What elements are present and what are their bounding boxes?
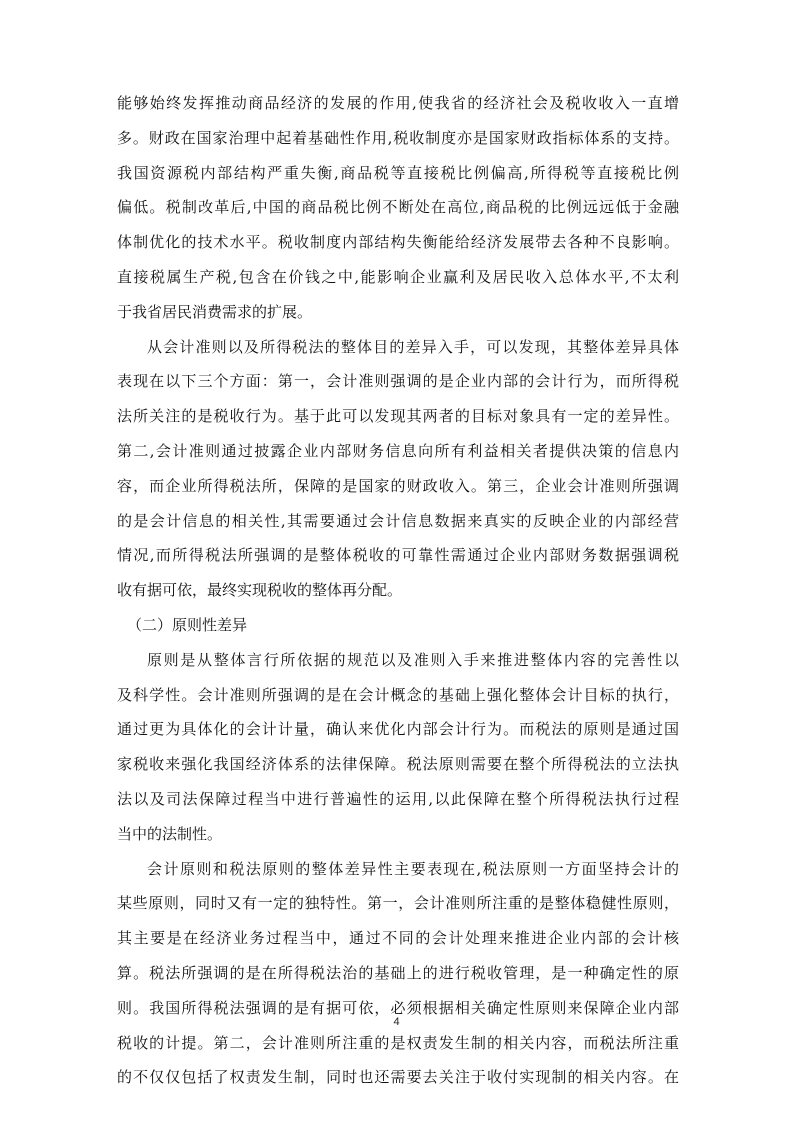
paragraph-line: 原则是从整体言行所依据的规范以及准则入手来推进整体内容的完善性以 [147, 650, 679, 669]
paragraph-line: 则。我国所得税法强调的是有据可依，必须根据相关确定性原则来保障企业内部 [117, 998, 679, 1017]
paragraph-line: 法以及司法保障过程当中进行普遍性的运用,以此保障在整个所得税法执行过程 [117, 789, 679, 808]
paragraph-line: 通过更为具体化的会计计量，确认来优化内部会计行为。而税法的原则是通过国 [117, 720, 679, 739]
paragraph-line: 的是会计信息的相关性,其需要通过会计信息数据来真实的反映企业的内部经营 [117, 511, 679, 530]
paragraph-line: 从会计准则以及所得税法的整体目的差异入手，可以发现，其整体差异具体 [147, 337, 679, 356]
paragraph-line: 多。财政在国家治理中起着基础性作用,税收制度亦是国家财政指标体系的支持。 [117, 128, 679, 147]
paragraph-line: 直接税属生产税,包含在价钱之中,能影响企业赢利及居民收入总体水平,不太利 [117, 267, 679, 286]
paragraph-line: 表现在以下三个方面：第一，会计准则强调的是企业内部的会计行为，而所得税 [117, 372, 679, 391]
paragraph-line: 会计原则和税法原则的整体差异性主要表现在,税法原则一方面坚持会计的 [147, 859, 679, 878]
paragraph-line: 收有据可依，最终实现税收的整体再分配。 [117, 581, 403, 600]
paragraph-line: 情况,而所得税法所强调的是整体税收的可靠性需通过企业内部财务数据强调税 [117, 546, 679, 565]
paragraph-line: 我国资源税内部结构严重失衡,商品税等直接税比例偏高,所得税等直接税比例 [117, 163, 679, 182]
paragraph-line: 第二,会计准则通过披露企业内部财务信息向所有利益相关者提供决策的信息内 [117, 441, 679, 460]
paragraph-line: 能够始终发挥推动商品经济的发展的作用,使我省的经济社会及税收收入一直增 [117, 94, 679, 112]
body-text [117, 88, 679, 1097]
paragraph-line: 的不仅仅包括了权责发生制，同时也还需要去关注于收付实现制的相关内容。在 [117, 1068, 679, 1087]
section-heading: （二）原则性差异 [127, 615, 248, 634]
paragraph-line: 当中的法制性。 [117, 824, 223, 843]
paragraph-line: 法所关注的是税收行为。基于此可以发现其两者的目标对象具有一定的差异性。 [117, 407, 679, 426]
paragraph-line: 偏低。税制改革后,中国的商品税比例不断处在高位,商品税的比例远远低于金融 [117, 198, 679, 217]
paragraph-line: 税收的计提。第二，会计准则所注重的是权责发生制的相关内容，而税法所注重 [117, 1033, 679, 1052]
paragraph-line: 容，而企业所得税法所，保障的是国家的财政收入。第三，企业会计准则所强调 [117, 476, 679, 495]
page-number: 4 [393, 1016, 400, 1028]
paragraph-line: 其主要是在经济业务过程当中，通过不同的会计处理来推进企业内部的会计核 [117, 929, 679, 948]
paragraph-line: 算。税法所强调的是在所得税法治的基础上的进行税收管理，是一种确定性的原 [117, 963, 679, 982]
paragraph-line: 及科学性。会计准则所强调的是在会计概念的基础上强化整体会计目标的执行， [117, 685, 679, 704]
paragraph-line: 某些原则，同时又有一定的独特性。第一，会计准则所注重的是整体稳健性原则， [117, 894, 679, 913]
paragraph-line: 家税收来强化我国经济体系的法律保障。税法原则需要在整个所得税法的立法执 [117, 755, 679, 774]
paragraph-line: 体制优化的技术水平。税收制度内部结构失衡能给经济发展带去各种不良影响。 [117, 233, 679, 252]
paragraph-line: 于我省居民消费需求的扩展。 [117, 302, 313, 321]
